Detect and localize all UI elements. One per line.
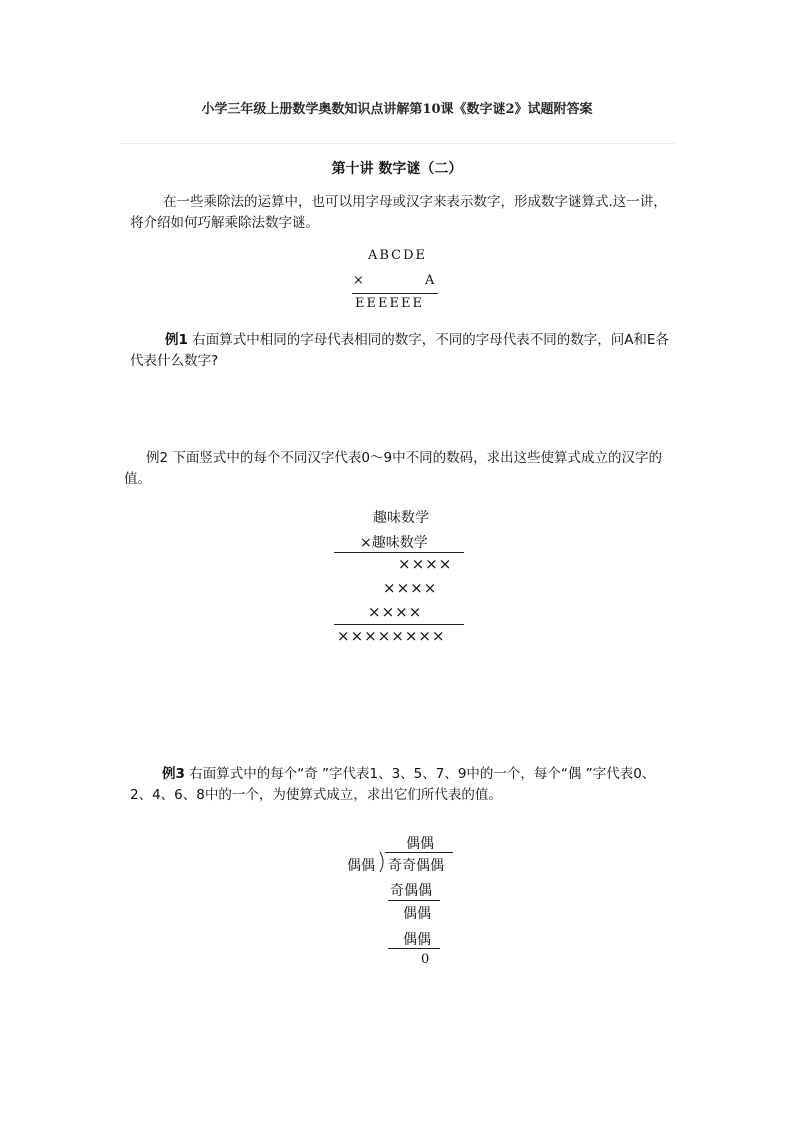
- puzzle3-subtrahend2: 偶偶: [403, 932, 431, 948]
- puzzle3-final: 0: [421, 952, 432, 967]
- example2-text: 下面竖式中的每个不同汉字代表0～9中不同的数码，求出这些使算式成立的汉字的值。: [124, 450, 663, 487]
- puzzle3-quotient: 偶偶: [406, 836, 434, 852]
- example1-paragraph: [130, 330, 670, 372]
- example2-paragraph: [124, 448, 669, 490]
- puzzle2-row2: ×趣味数学: [360, 535, 428, 551]
- puzzle2-partial3: ××××: [368, 603, 423, 621]
- puzzle3-rule1: [388, 900, 440, 901]
- puzzle2-partial1: ××××: [398, 555, 453, 573]
- example1-label: 例1: [165, 332, 188, 348]
- puzzle2-partial2: ××××: [383, 579, 438, 597]
- puzzle3-division-bracket: [378, 851, 388, 873]
- example3-paragraph: [130, 764, 675, 806]
- puzzle2-rule1: [334, 552, 464, 553]
- puzzle3-dividend: 奇奇偶偶: [388, 858, 444, 874]
- puzzle1-rule: [352, 293, 438, 294]
- lecture-title: 第十讲 数字谜（二）: [331, 161, 463, 177]
- puzzle1-mult-sign: ×: [353, 273, 366, 288]
- puzzle3-divisor: 偶偶: [347, 858, 375, 874]
- puzzle2-result: ××××××××: [337, 627, 446, 645]
- example3-text: 右面算式中的每个“奇 ”字代表1、3、5、7、9中的一个，每个“偶 ”字代表0、2、4、6、8中的一个，为使算式成立，求出它们所代表的值。: [130, 766, 656, 803]
- puzzle3-division-bar: [385, 852, 453, 853]
- puzzle2-row1: 趣味数学: [373, 510, 429, 526]
- example2-label: 例2: [146, 450, 169, 466]
- example1-text: 右面算式中相同的字母代表相同的数字，不同的字母代表不同的数字，问A和E各代表什么数字?: [130, 332, 669, 369]
- intro-paragraph: 在一些乘除法的运算中，也可以用字母或汉字来表示数字，形成数字谜算式.这一讲，将介绍如何巧解乘除法数字谜。: [130, 194, 667, 231]
- puzzle1-row1: ABCDE: [368, 248, 428, 263]
- puzzle1-result: EEEEEE: [355, 296, 424, 311]
- puzzle3-rule2: [388, 948, 440, 949]
- title-divider: [120, 143, 675, 144]
- document-title: 小学三年级上册数学奥数知识点讲解第10课《数字谜2》试题附答案: [201, 102, 593, 117]
- puzzle3-remainder1: 偶偶: [403, 906, 431, 922]
- example3-label: 例3: [162, 766, 185, 782]
- puzzle1-multiplier: A: [425, 273, 437, 288]
- puzzle2-rule2: [334, 624, 464, 625]
- puzzle3-subtrahend1: 奇偶偶: [390, 883, 432, 899]
